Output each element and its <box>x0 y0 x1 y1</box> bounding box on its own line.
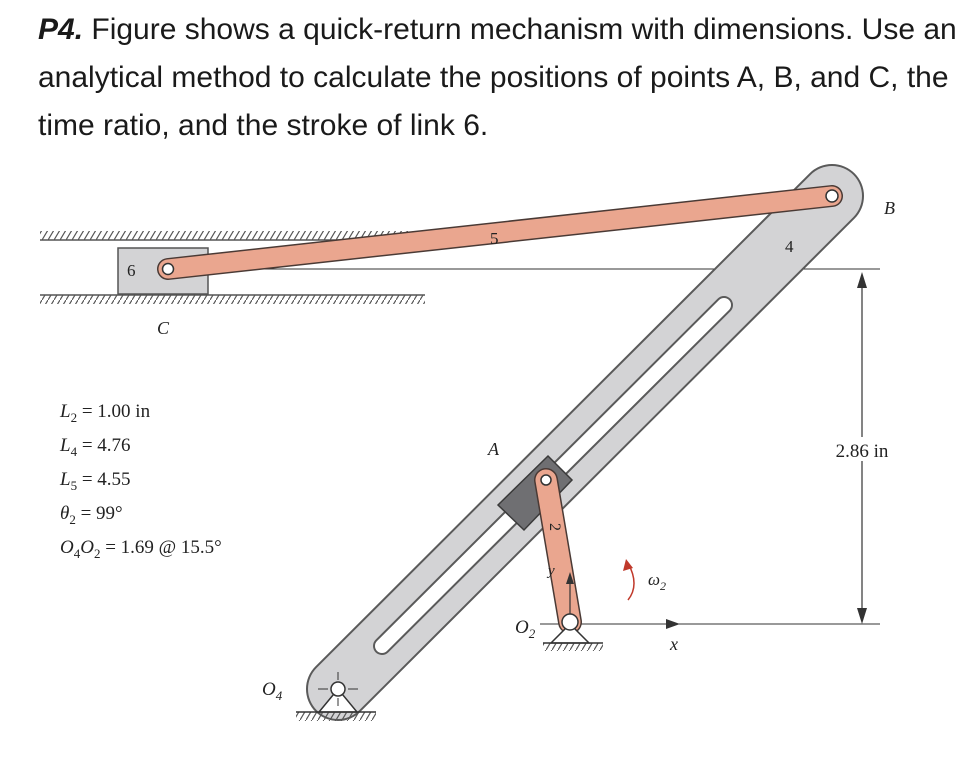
link-2-label: 2 <box>546 523 563 531</box>
link-3-label: 3 <box>560 456 568 472</box>
o2-label: $O_2$ <box>515 617 536 641</box>
problem-number: P4. <box>38 13 84 46</box>
dimension-label: 2.86 in <box>835 441 889 462</box>
omega-2-label: $\omega_2$ <box>648 570 667 593</box>
link-4-label: 4 <box>785 237 794 256</box>
given-l5: $L_5 = 4.55$ <box>60 469 131 493</box>
problem-text: Figure shows a quick-return mechanism with dimensions. Use an analytical method to calculate the positions of points A, B, and C, the time ratio, and the stroke of link 6. <box>38 13 957 142</box>
given-o4o2: $O_4O_2 = 1.69$ @ 15.5° <box>60 537 222 561</box>
given-dimensions <box>59 401 222 561</box>
o2-ground-pivot <box>543 614 603 651</box>
link-5-label: 5 <box>490 229 499 248</box>
link-6-label: 6 <box>127 261 136 280</box>
o4-label: $O_4$ <box>262 679 283 703</box>
point-c-label: C <box>157 318 170 338</box>
omega-2-arrow <box>623 559 634 600</box>
given-l4: $L_4 = 4.76$ <box>60 435 131 459</box>
x-axis-arrow <box>666 619 680 629</box>
point-a-label: A <box>488 439 499 459</box>
link-4-rocker <box>338 196 832 689</box>
x-axis-label: x <box>670 634 678 654</box>
lower-guide-rail <box>40 295 425 304</box>
given-theta2: $\theta_2 = 99^\circ$ <box>60 503 123 527</box>
y-axis-label: y <box>548 563 555 579</box>
given-l2: $L_2 = 1.00$ in <box>60 401 151 425</box>
point-b-label: B <box>884 198 895 218</box>
